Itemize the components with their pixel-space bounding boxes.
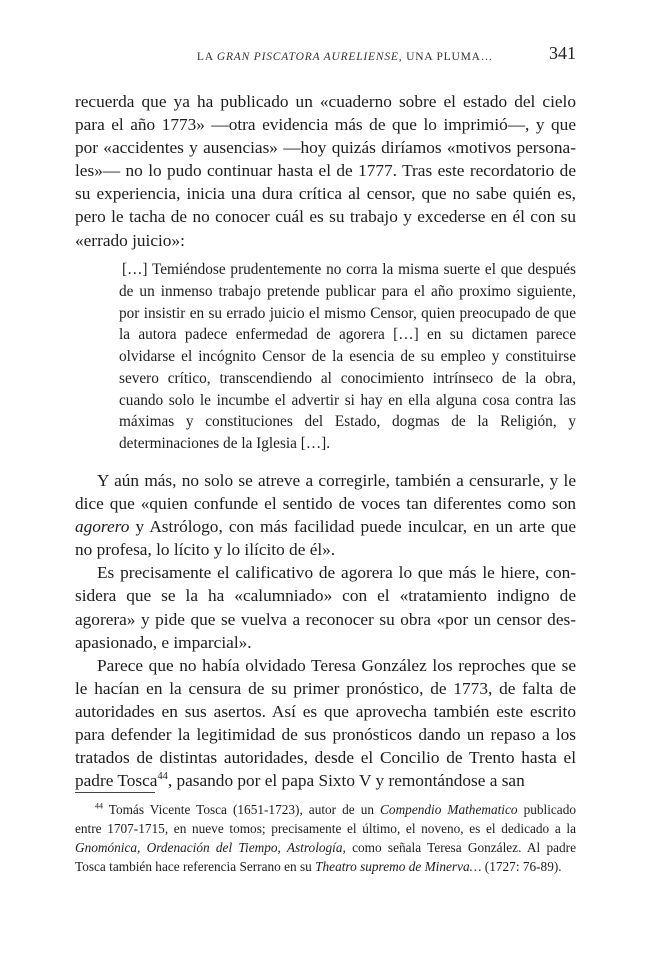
footnote-44 (75, 800, 576, 876)
footnote-italic-2: Gnomónica, Ordenación del Tiempo, Astrología, (75, 840, 346, 855)
paragraph-1: recuerda que ya ha publicado un «cuaderno sobre el estado del cielo para el año 1773» —otra evidencia más de que lo imprimió—, y que por «accidentes y ausencias» —hoy quizás diríamos «motivos personales»— no lo pudo continuar hasta el de 1777. Tras este recordatorio de su experiencia, inicia una dura crítica al censor, que no sabe quién es, pero le tacha de no conocer cuál es su trabajo y excederse en él con su «errado juicio»: (75, 92, 576, 250)
paragraph-2-text-a: Y aún más, no solo se atreve a corregirle, también a censurarle, y le dice que «quien confunde el sentido de voces tan diferentes como son (75, 471, 576, 514)
page-number: 341 (549, 43, 576, 63)
paragraph-3: Es precisamente el calificativo de agorera lo que más le hiere, considera que se la ha «calumniado» con el «tratamiento indigno de agorera» y pide que se vuelva a reconocer su obra «por un censor desapasionado, e imparcial». (75, 563, 576, 652)
footnote-italic-3: Theatro supremo de Minerva… (315, 859, 482, 874)
footnote-text-1: Tomás Vicente Tosca (1651-1723), autor de un (102, 802, 381, 817)
body-text-upper (75, 90, 576, 252)
paragraph-4-text-a: Parece que no había olvidado Teresa González los reproches que se le hacían en la censura de su primer pronóstico, de 1773, de falta de autoridades en sus asertos. Así es que aprovecha también este escrito para defender la legitimidad de sus pronósticos dando un repaso a los tratados de distintas autoridades, desde el Concilio de Trento hasta el padre Tosca (75, 655, 576, 791)
running-title (197, 51, 493, 63)
page-header (75, 43, 576, 67)
footnote-reference[interactable]: 44 (157, 771, 168, 783)
paragraph-2-text-b: y Astrólogo, con más facilidad puede inculcar, en un arte que no profesa, lo lícito y lo ilícito de él». (75, 517, 576, 560)
block-quote-text: […] Temiéndose prudentemente no corra la misma suerte el que después de un inmenso trabajo pretende publicar para el año proximo siguiente, por insistir en su errado juicio el mismo Censor, quien preocupado de que la autora padece enfermedad de agorera […] en su dictamen parece olvidarse el incógnito Censor de la esencia de su empleo y constituirse severo crítico, transcendiendo al conocimiento intrínseco de la obra, cuando solo le incumbe el advertir si hay en ella alguna cosa contra las máximas y constituciones del Estado, dogmas de la Religión, y determinaciones de la Iglesia […]. (119, 261, 576, 452)
running-title-suffix: , UNA PLUMA… (398, 51, 493, 63)
footnote (75, 800, 576, 876)
body-text-lower (75, 469, 576, 792)
running-title-prefix: LA (196, 51, 217, 63)
paragraph-2-italic: agorero (75, 517, 130, 537)
paragraph-4-text-b: , pasando por el papa Sixto V y remontándose a san (167, 771, 525, 791)
footnote-separator (75, 792, 155, 793)
footnote-italic-1: Compendio Mathematico (380, 802, 518, 817)
footnote-number: 44 (95, 801, 103, 811)
footnote-text-2: publicado entre 1707-1715, en nueve tomos; precisamente el último, el noveno, es el dedicado a la (75, 802, 577, 836)
block-quote (119, 259, 576, 455)
footnote-text-4: (1727: 76-89). (481, 859, 562, 874)
footnote-text-3: como señala Teresa González. Al padre Tosca también hace referencia Serrano en su (75, 840, 576, 874)
paragraph-2 (75, 469, 576, 561)
paragraph-4 (75, 654, 576, 793)
running-title-italic: GRAN PISCATORA AURELIENSE (216, 51, 399, 63)
